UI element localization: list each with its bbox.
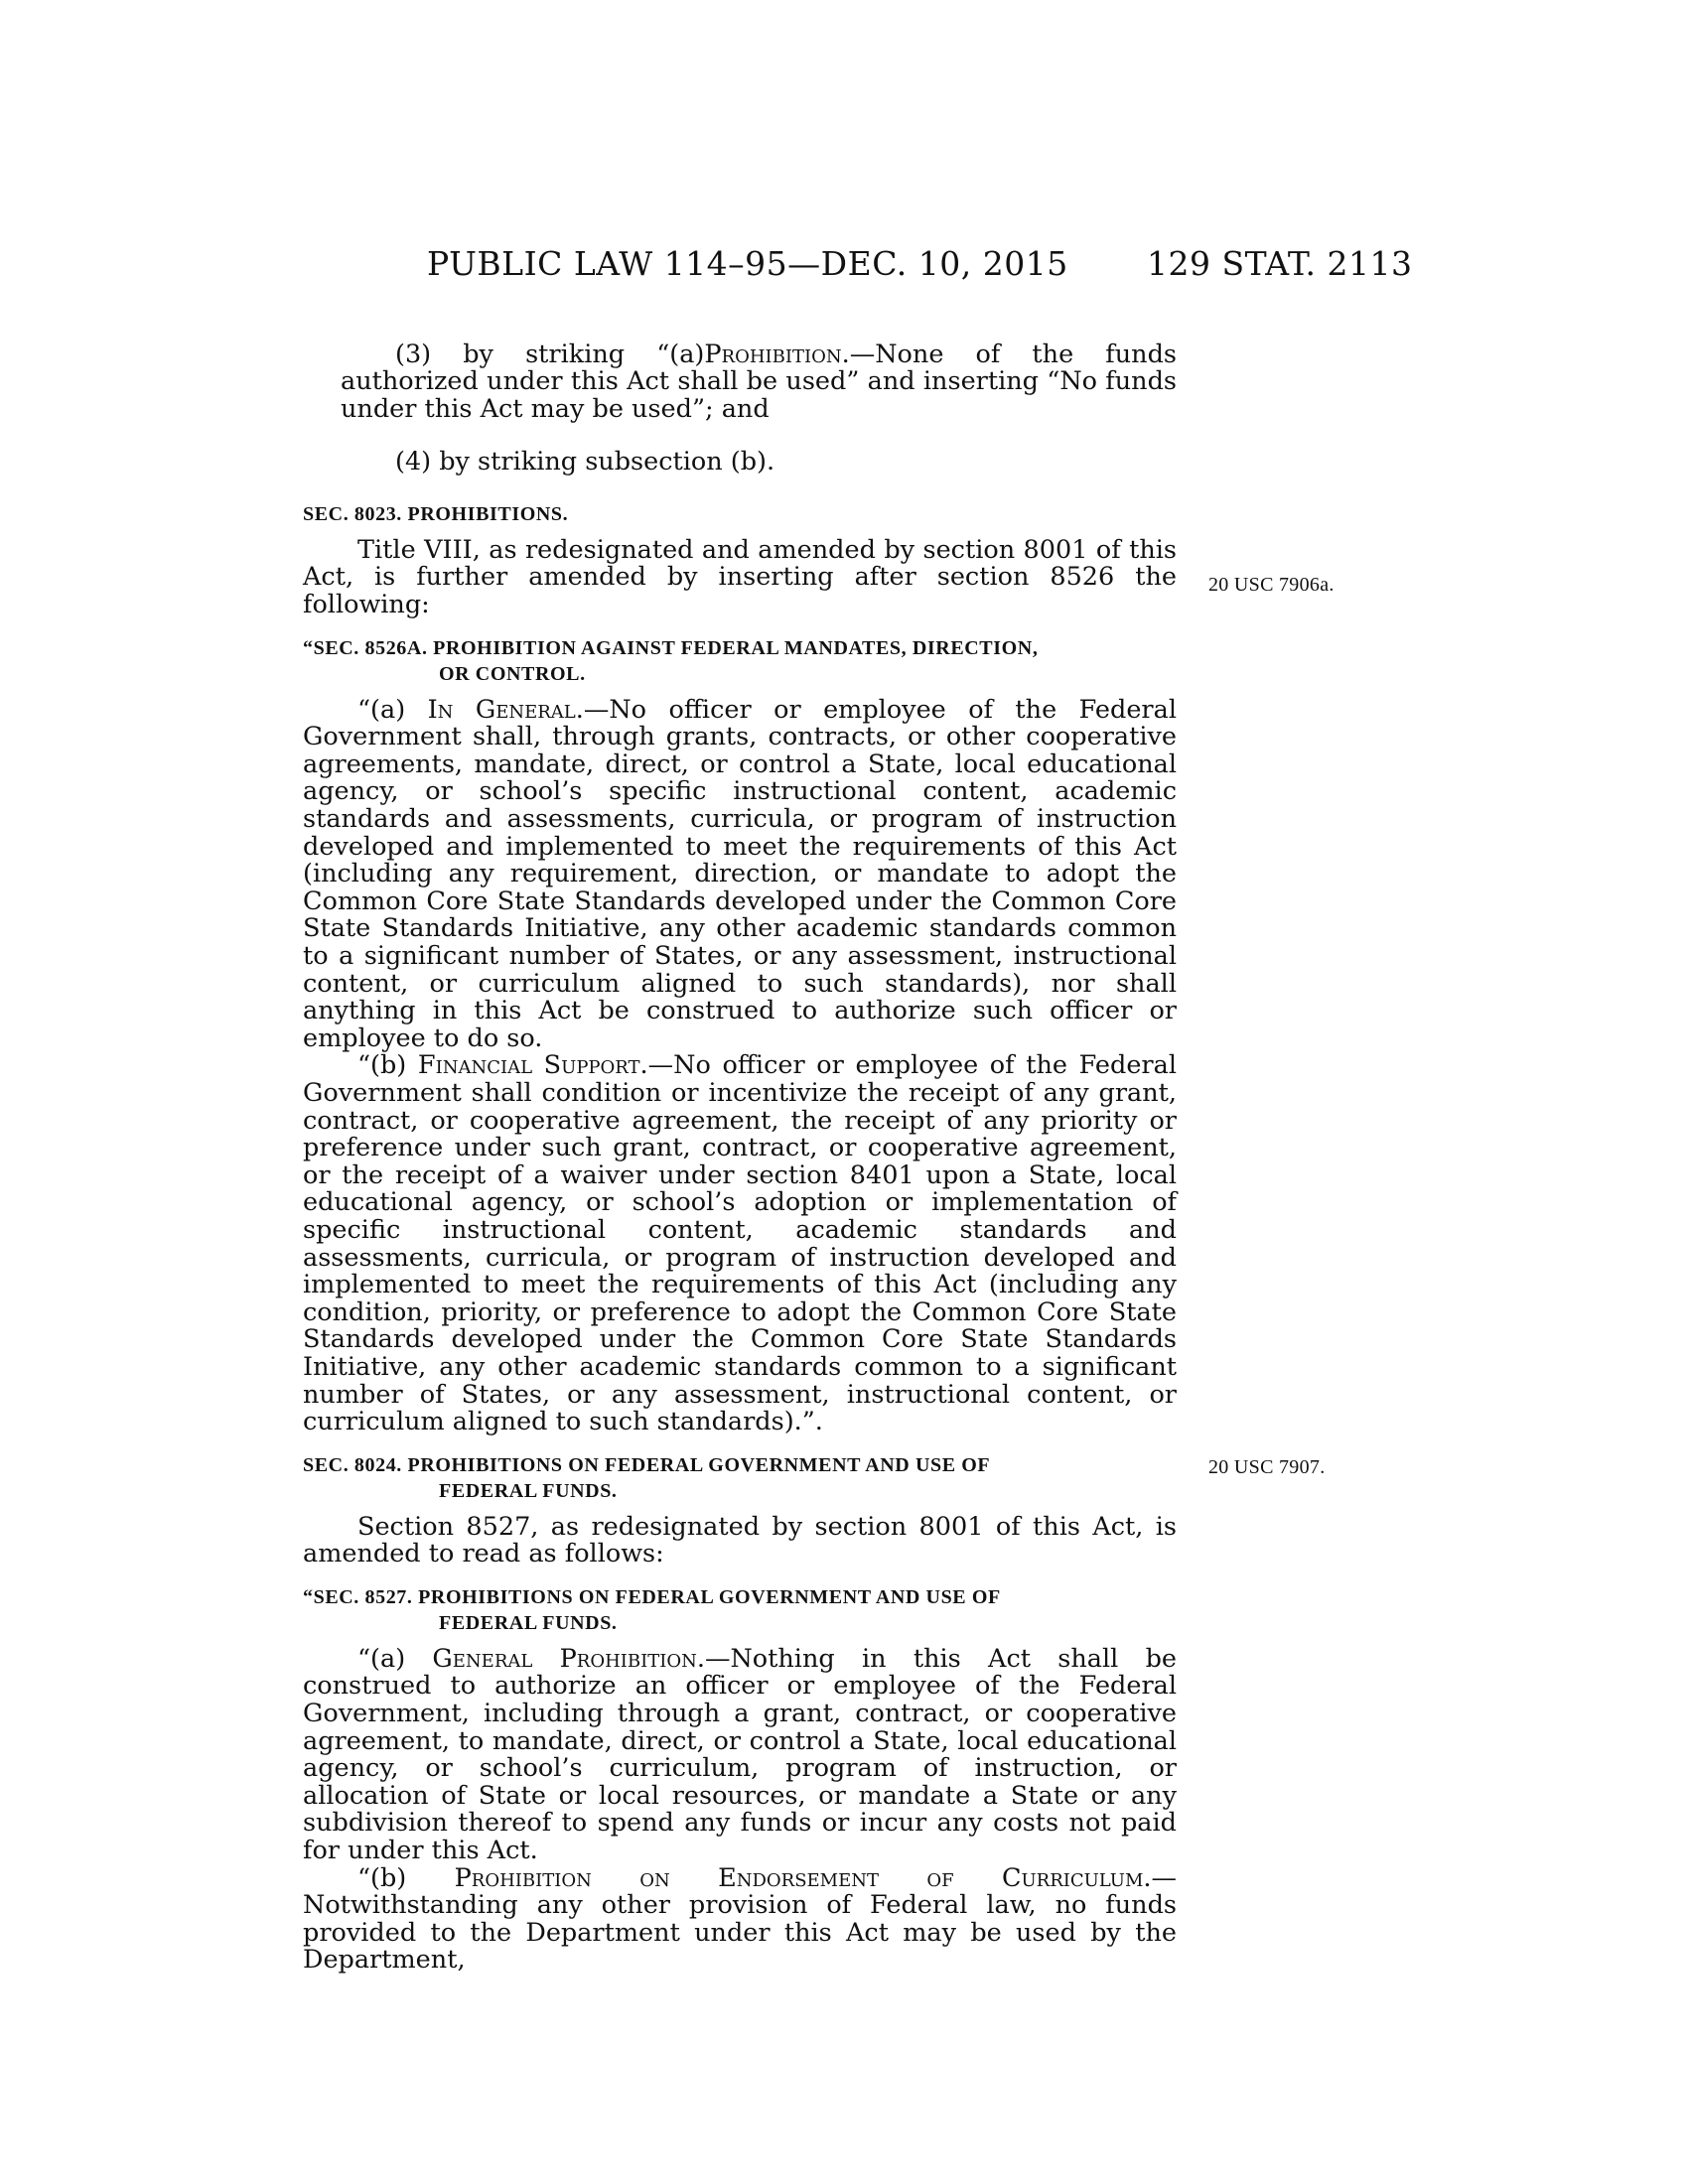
margin-note-usc-7907: 20 USC 7907. <box>1208 1456 1326 1478</box>
margin-note-usc-7906a: 20 USC 7906a. <box>1208 574 1335 596</box>
section-heading-8024: SEC. 8024. PROHIBITIONS ON FEDERAL GOVERNMENT AND USE OF FEDERAL FUNDS. <box>303 1453 991 1502</box>
section-8526a-subsection-b: “(b) Financial Support.—No officer or employee of the Federal Government shall condition or incentivize the receipt of any grant, contract, or cooperative agreement, the receipt of any priority or preference under such grant, contract, or cooperative agreement, or the receipt of a waiver under section 8401 upon a State, local educational agency, or school’s adoption or implementation of specific instructional content, academic standards and assessments, curricula, or program of instruction developed and implemented to meet the requirements of this Act (including any condition, priority, or preference to adopt the Common Core State Standards developed under the Common Core State Standards Initiative, any other academic standards common to a significant number of States, or any assessment, instructional content, or curriculum aligned to such standards).”. <box>303 1050 1177 1437</box>
header-stat-page: 129 STAT. 2113 <box>1147 244 1413 283</box>
section-8527-subsection-a: “(a) General Prohibition.—Nothing in this Act shall be construed to authorize an officer or employee of the Federal Government, including through a grant, contract, or cooperative agreement, to mandate, direct, or control a State, local educational agency, or school’s curriculum, program of instruction, or allocation of State or local resources, or mandate a State or any subdivision thereof to spend any funds or incur any costs not paid for under this Act. <box>303 1643 1177 1866</box>
header-title: PUBLIC LAW 114–95—DEC. 10, 2015 <box>427 244 1068 283</box>
section-heading-8526a: “SEC. 8526A. PROHIBITION AGAINST FEDERAL MANDATES, DIRECTION, OR CONTROL. <box>303 636 1039 685</box>
running-header <box>0 244 1688 284</box>
section-8024-intro: Section 8527, as redesignated by section 8001 of this Act, is amended to read as follows: <box>303 1511 1177 1570</box>
section-8526a-subsection-a: “(a) In General.—No officer or employee of the Federal Government shall, through grants, contracts, or other cooperative agreements, mandate, direct, or control a State, local educational agency, or school’s specific instructional content, academic standards and assessments, curricula, or program of instruction developed and implemented to meet the requirements of this Act (including any requirement, direction, or mandate to adopt the Common Core State Standards developed under the Common Core State Standards Initiative, any other academic standards common to a significant number of States, or any assessment, instructional content, or curriculum aligned to such standards), nor shall anything in this Act be construed to authorize such officer or employee to do so. <box>303 694 1177 1053</box>
section-heading-8023: SEC. 8023. PROHIBITIONS. <box>303 502 569 525</box>
amendment-item-3: (3) by striking “(a)Prohibition.—None of the funds authorized under this Act shall be used” and inserting “No funds under this Act may be used”; and <box>341 339 1177 424</box>
section-heading-8527: “SEC. 8527. PROHIBITIONS ON FEDERAL GOVERNMENT AND USE OF FEDERAL FUNDS. <box>303 1585 1001 1634</box>
amendment-item-4: (4) by striking subsection (b). <box>395 446 775 477</box>
section-8527-subsection-b: “(b) Prohibition on Endorsement of Curriculum.—Notwithstanding any other provision of Federal law, no funds provided to the Department under this Act may be used by the Department, <box>303 1862 1177 1976</box>
section-8023-intro: Title VIII, as redesignated and amended by section 8001 of this Act, is further amended by inserting after section 8526 the following: <box>303 534 1177 620</box>
document-body <box>303 316 1177 1975</box>
